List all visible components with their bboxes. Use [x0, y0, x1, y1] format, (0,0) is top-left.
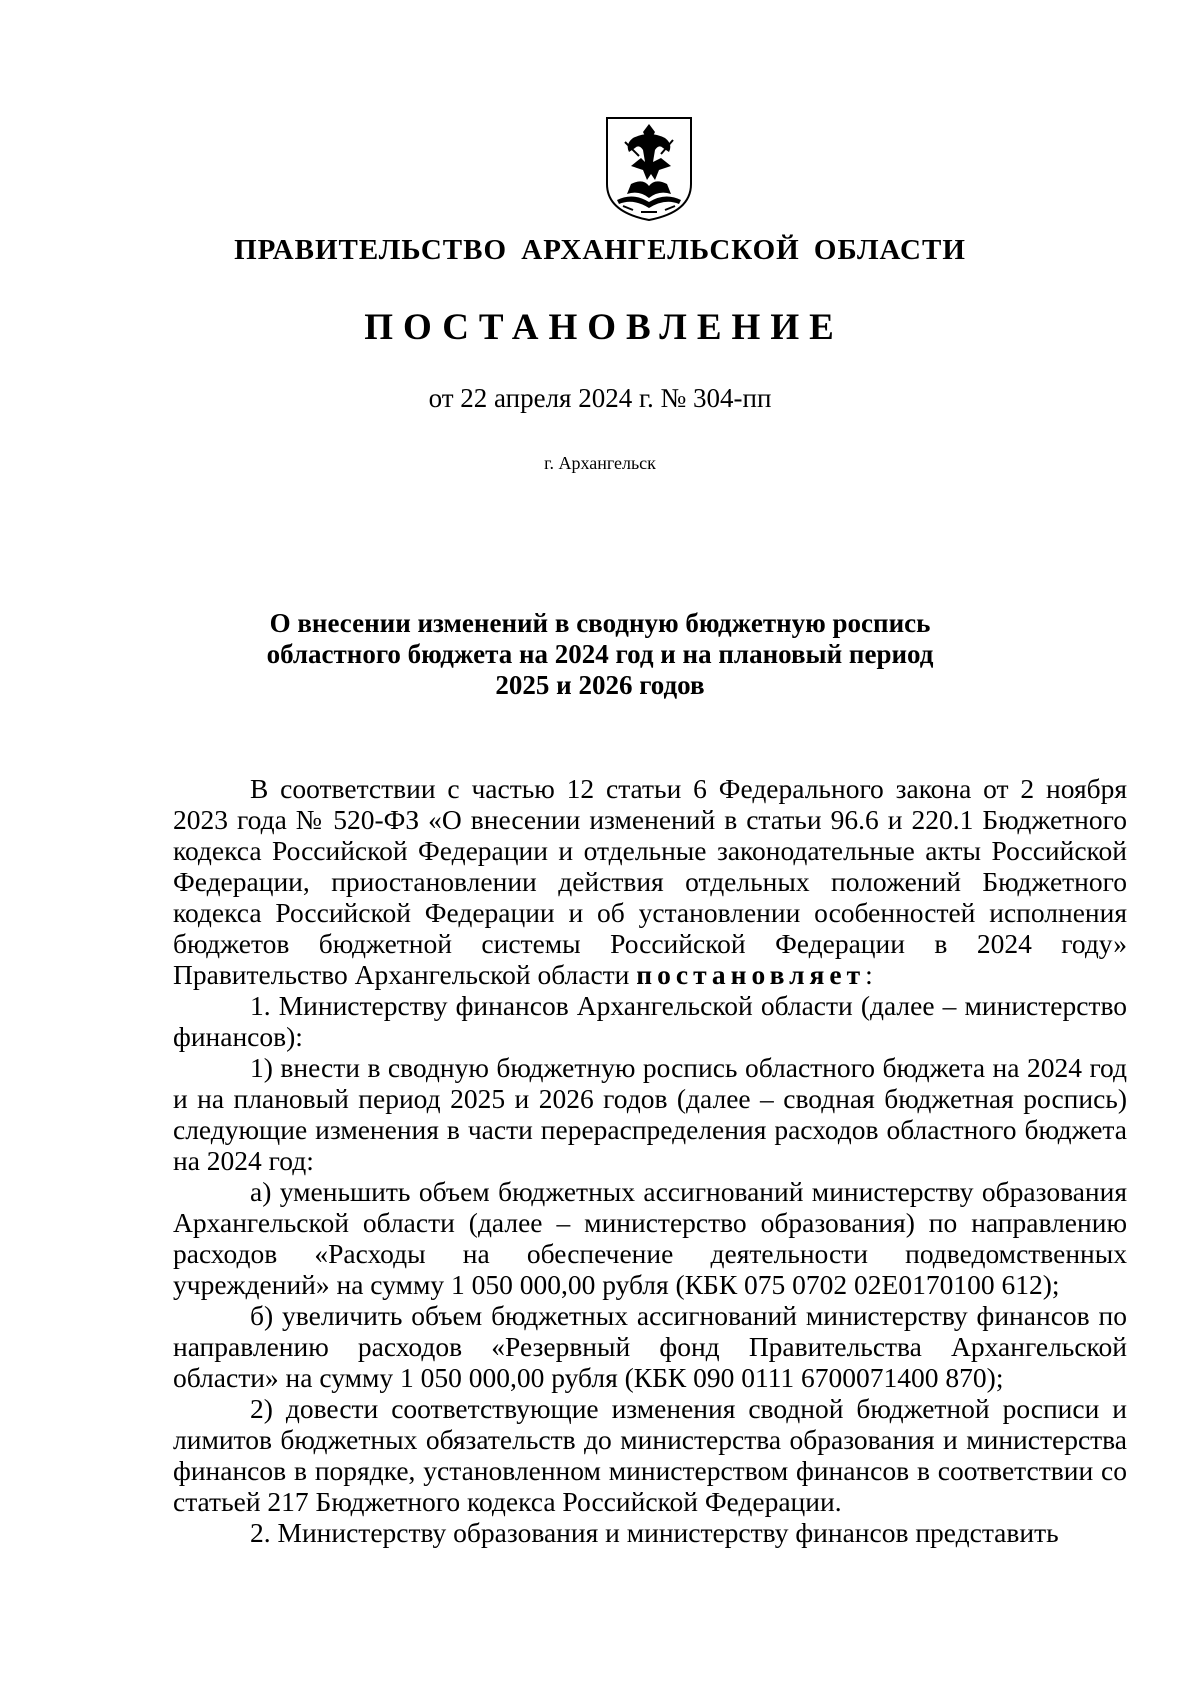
subject-line: областного бюджета на 2024 год и на плановый период [266, 639, 934, 669]
document-city: г. Архангельск [544, 453, 656, 473]
item-2: 2. Министерству образования и министерству финансов представить [250, 1517, 1059, 1548]
subject-line: О внесении изменений в сводную бюджетную роспись [269, 608, 931, 638]
coat-of-arms-icon [603, 114, 695, 222]
government-title: ПРАВИТЕЛЬСТВО АРХАНГЕЛЬСКОЙ ОБЛАСТИ [234, 234, 966, 266]
item-1-2: 2) довести соответствующие изменения сводной бюджетной росписи и лимитов бюджетных обязательств до министерства образования и министерства финансов в порядке, установленном министерством финансов в соответствии со статьей 217 Бюджетного кодекса Российской Федерации. [173, 1393, 1127, 1517]
document-subject [200, 608, 1000, 701]
item-1-1: 1) внести в сводную бюджетную роспись областного бюджета на 2024 год и на плановый период 2025 и 2026 годов (далее – сводная бюджетная роспись) следующие изменения в части перераспределения расходов областного бюджета на 2024 год: [173, 1052, 1127, 1176]
preamble-paragraph [173, 773, 1127, 990]
document-type: ПОСТАНОВЛЕНИЕ [364, 307, 844, 348]
item-1-1-a: а) уменьшить объем бюджетных ассигнований министерству образования Архангельской области (далее – министерство образования) по направлению расходов «Расходы на обеспечение деятельности подведомственных учреждений» на сумму 1 050 000,00 рубля (КБК 075 0702 02Е0170100 612); [173, 1176, 1127, 1300]
item-1: 1. Министерству финансов Архангельской области (далее – министерство финансов): [173, 990, 1127, 1052]
subject-line: 2025 и 2026 годов [495, 670, 705, 700]
preamble-colon: : [865, 959, 873, 990]
resolves-word: постановляет [636, 959, 866, 990]
preamble-text: В соответствии с частью 12 статьи 6 Федерального закона от 2 ноября 2023 года № 520-ФЗ «О внесении изменений в статьи 96.6 и 220.1 Бюджетного кодекса Российской Федерации и отдельные законодательные акты Российской Федерации, приостановлении действия отдельных положений Бюджетного кодекса Российской Федерации и об установлении особенностей исполнения бюджетов бюджетной системы Российской Федерации в 2024 году» Правительство Архангельской области [173, 773, 1127, 990]
item-1-1-b: б) увеличить объем бюджетных ассигнований министерству финансов по направлению расходов «Резервный фонд Правительства Архангельской области» на сумму 1 050 000,00 рубля (КБК 090 0111 6700071400 870); [173, 1300, 1127, 1393]
document-body [173, 773, 1127, 1548]
document-date-number: от 22 апреля 2024 г. № 304-пп [428, 383, 772, 413]
